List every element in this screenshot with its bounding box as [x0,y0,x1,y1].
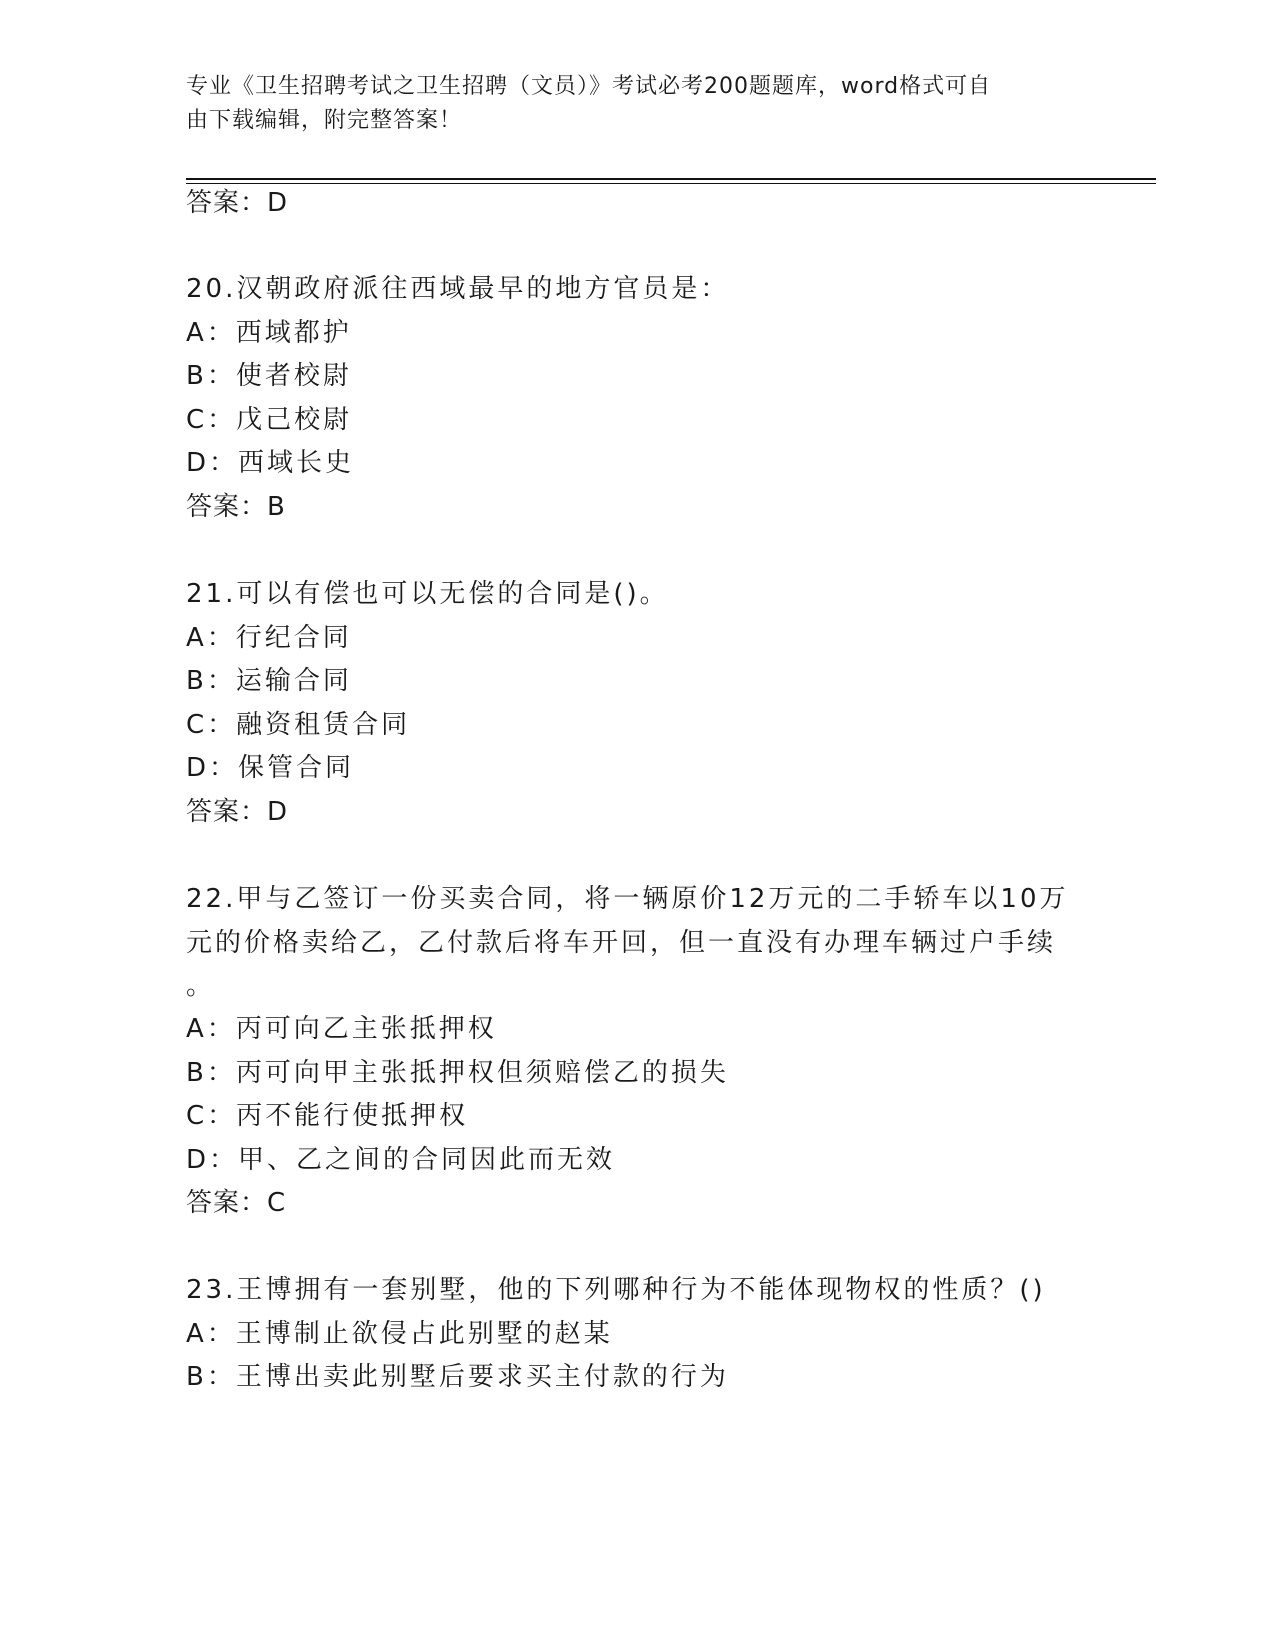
question-23-option-a: A：王博制止欲侵占此别墅的赵某 [186,1319,613,1349]
question-20-option-b: B：使者校尉 [186,361,352,391]
question-20-option-a: A：西域都护 [186,318,352,348]
question-23-stem: 23.王博拥有一套别墅，他的下列哪种行为不能体现物权的性质？() [186,1275,1046,1305]
document-header [186,70,1066,138]
question-20-stem: 20.汉朝政府派往西域最早的地方官员是： [186,274,730,304]
question-22-stem-line-2: 元的价格卖给乙，乙付款后将车开回，但一直没有办理车辆过户手续 [186,928,1057,958]
header-line-1: 专业《卫生招聘考试之卫生招聘（文员）》考试必考200题题库，word格式可自 [186,74,992,99]
question-22-option-b: B：丙可向甲主张抵押权但须赔偿乙的损失 [186,1058,729,1088]
answer-q22: 答案：C [186,1188,287,1218]
answer-q20: 答案：B [186,492,286,522]
question-22-option-c: C：丙不能行使抵押权 [186,1101,469,1131]
question-22-option-a: A：丙可向乙主张抵押权 [186,1014,497,1044]
question-22-option-d: D：甲、乙之间的合同因此而无效 [186,1145,616,1175]
question-21-option-d: D：保管合同 [186,753,355,783]
answer-q21: 答案：D [186,797,289,827]
header-rule-thin [186,183,1156,184]
answer-q19: 答案：D [186,188,289,218]
question-22-stem-line-1: 22.甲与乙签订一份买卖合同，将一辆原价12万元的二手轿车以10万 [186,884,1069,914]
question-20-option-c: C：戊己校尉 [186,405,353,435]
question-21-option-c: C：融资租赁合同 [186,710,411,740]
question-23-option-b: B：王博出卖此别墅后要求买主付款的行为 [186,1362,729,1392]
question-20-option-d: D：西域长史 [186,448,355,478]
header-line-2: 由下载编辑，附完整答案！ [186,108,463,133]
question-21-option-b: B：运输合同 [186,666,352,696]
question-21-stem: 21.可以有偿也可以无偿的合同是()。 [186,579,669,609]
question-22-stem-line-3: 。 [186,971,216,1001]
question-21-option-a: A：行纪合同 [186,623,352,653]
header-rule-thick [186,178,1156,180]
